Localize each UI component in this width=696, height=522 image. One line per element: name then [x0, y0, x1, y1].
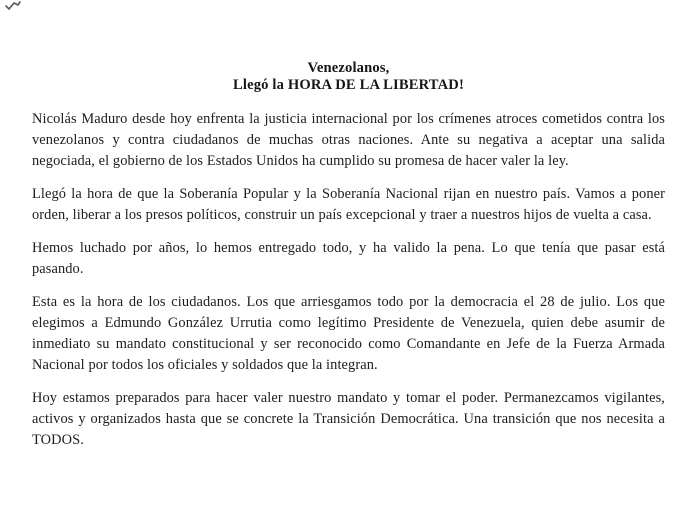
- paragraph-soberania: Llegó la hora de que la Soberanía Popular y la Soberanía Nacional rijan en nuestro país. Vamos a poner orden, liberar a los presos políticos, construir un país excepcional y traer a nuestros hijos de vuelta a casa.: [32, 186, 665, 223]
- document-title: [32, 60, 665, 94]
- corner-scribble-mark: [5, 1, 21, 10]
- paragraph-transicion: Hoy estamos preparados para hacer valer nuestro mandato y tomar el poder. Permanezcamos vigilantes, activos y organizados hasta que se concrete la Transición Democrática. Una transición que nos necesita a TODOS.: [32, 390, 665, 448]
- title-line-2: Llegó la HORA DE LA LIBERTAD!: [232, 77, 464, 93]
- paragraph-maduro-justice: Nicolás Maduro desde hoy enfrenta la justicia internacional por los crímenes atroces cometidos contra los venezolanos y contra ciudadanos de muchas otras naciones. Ante su negativa a aceptar una salida negociada, el gobierno de los Estados Unidos ha cumplido su promesa de hacer valer la ley.: [32, 111, 665, 169]
- title-line-1: Venezolanos,: [307, 60, 390, 76]
- paragraph-ciudadanos: Esta es la hora de los ciudadanos. Los que arriesgamos todo por la democracia el 28 de julio. Los que elegimos a Edmundo González Urrutia como legítimo Presidente de Venezuela, quien debe asumir de inmediato su mandato constitucional y ser reconocido como Comandante en Jefe de la Fuerza Armada Nacional por todos los oficiales y soldados que la integran.: [32, 294, 665, 373]
- document-content: [32, 60, 665, 451]
- paragraph-hemos-luchado: Hemos luchado por años, lo hemos entregado todo, y ha valido la pena. Lo que tenía que pasar está pasando.: [32, 240, 665, 277]
